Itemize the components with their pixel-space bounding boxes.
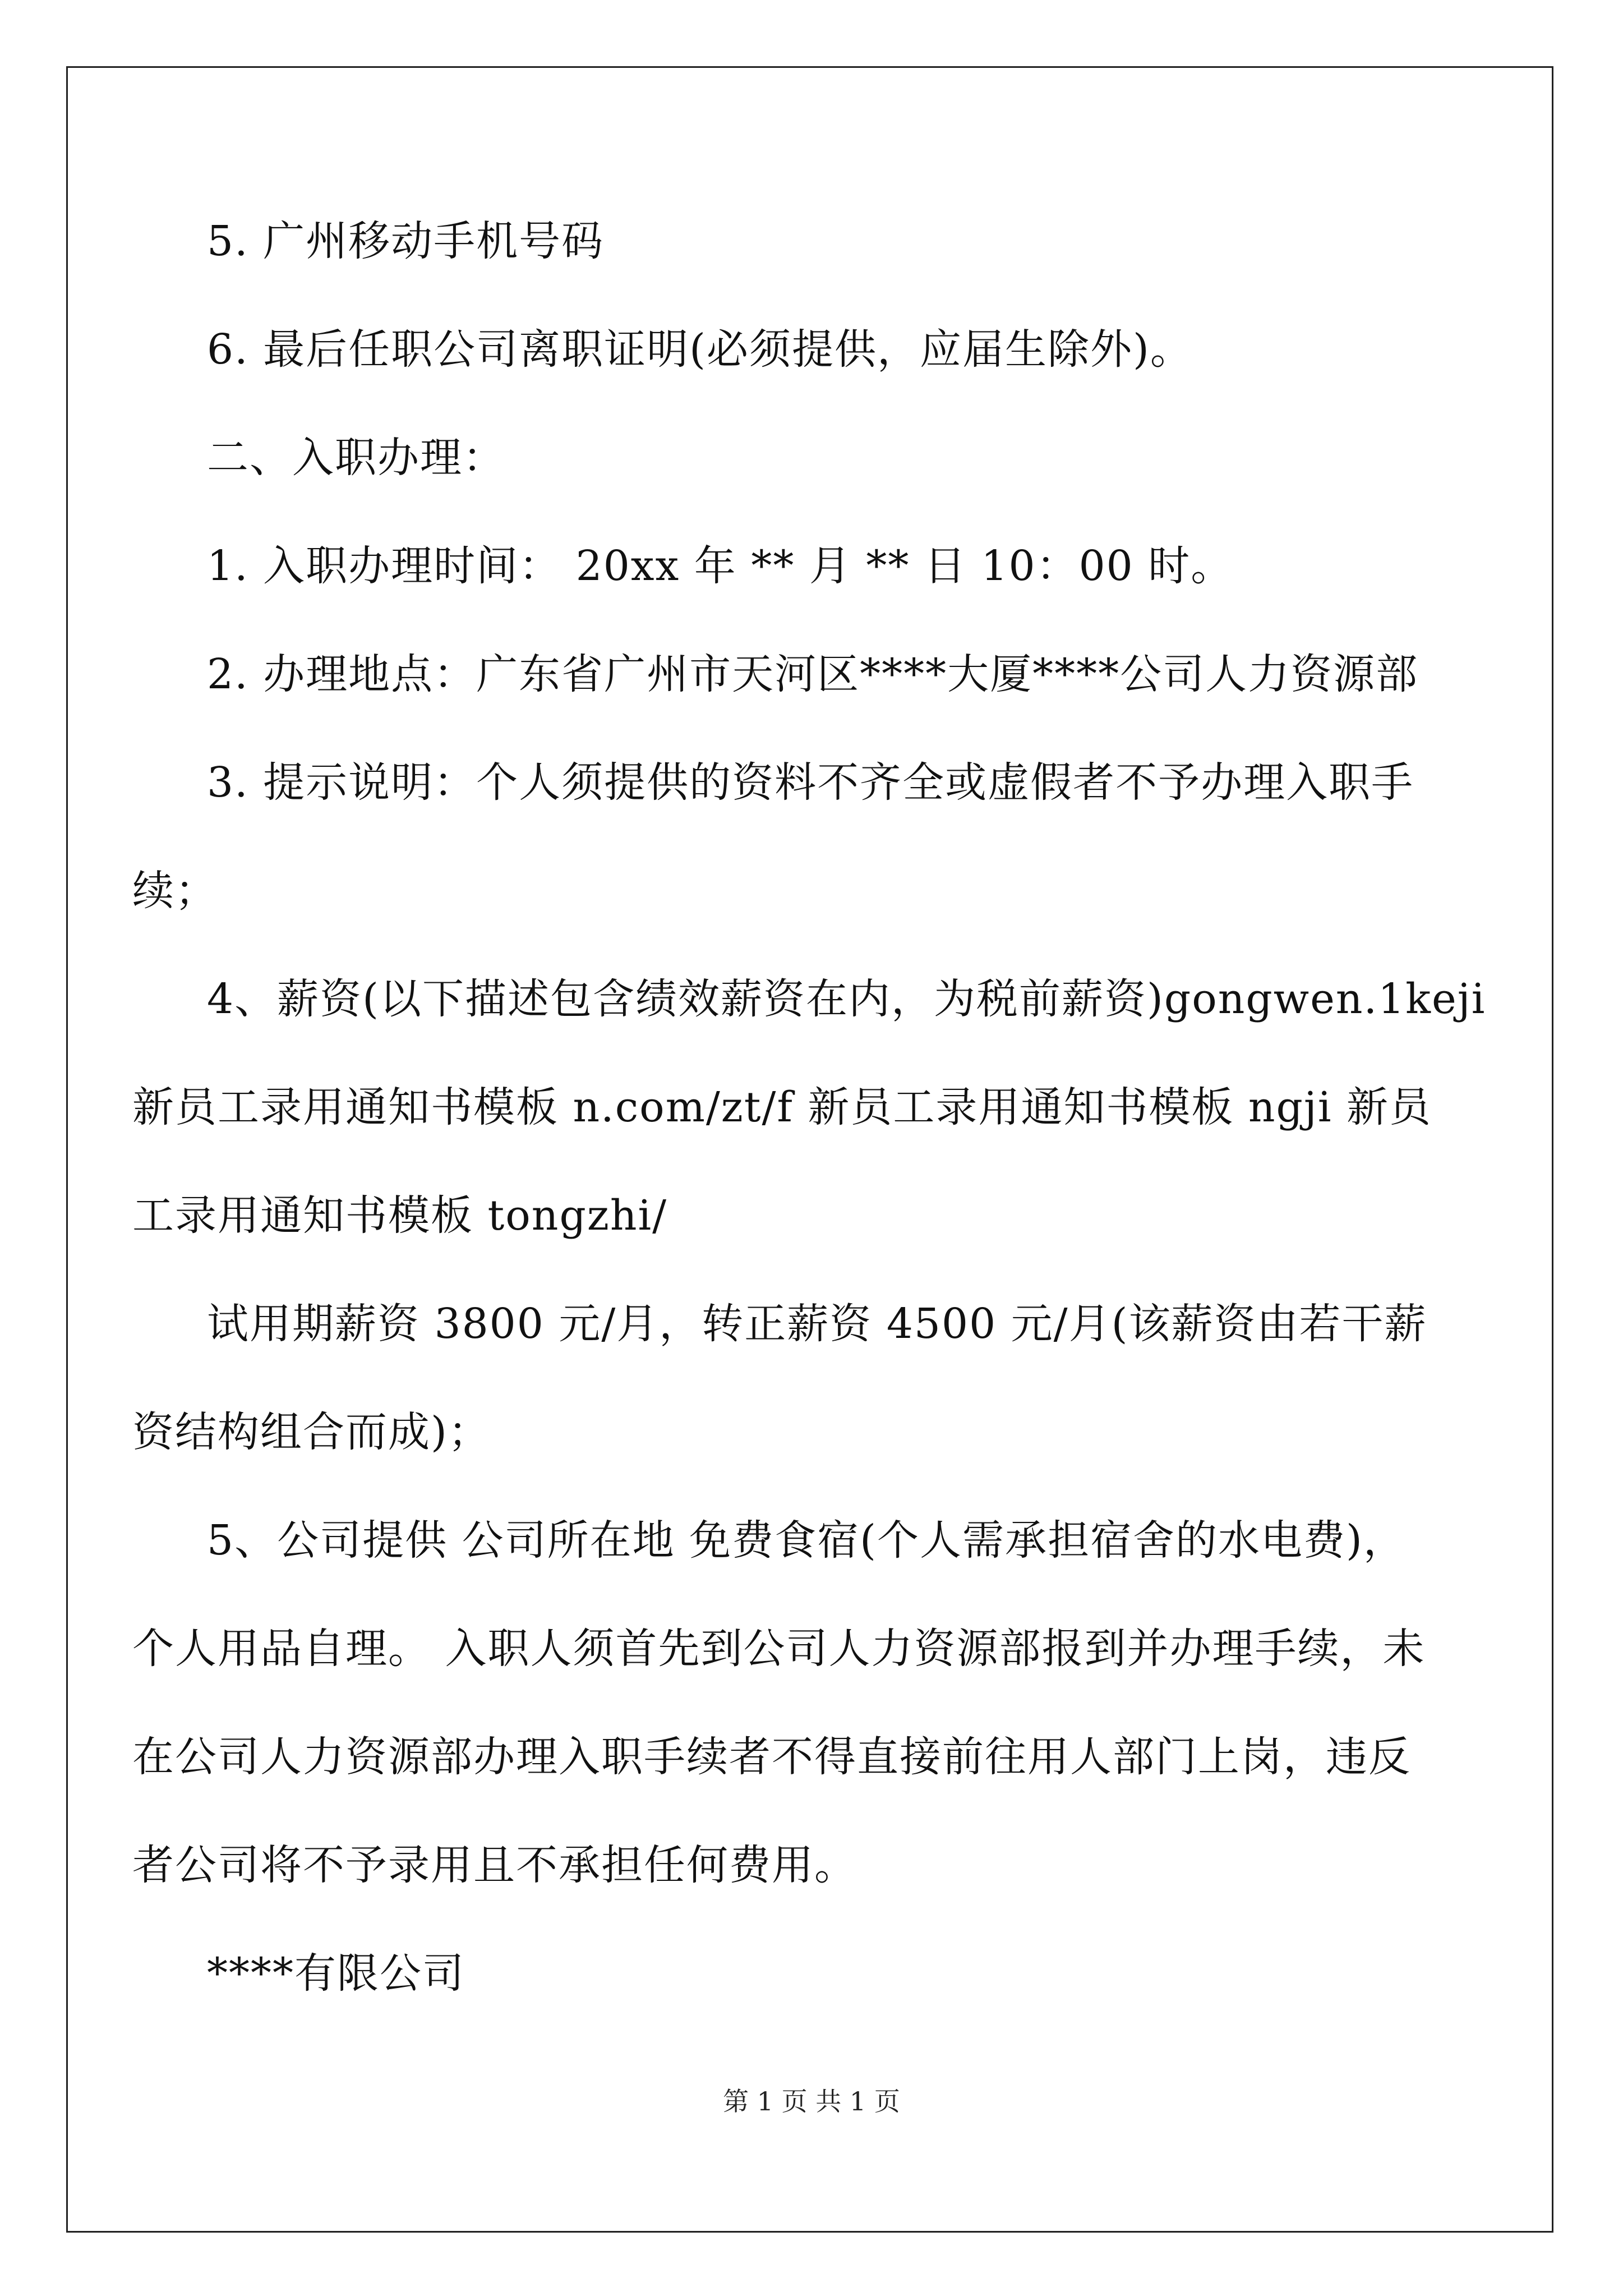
- text-line: 者公司将不予录用且不承担任何费用。: [132, 1841, 857, 1889]
- list-item-resignation-proof: 6. 最后任职公司离职证明(必须提供，应届生除外)。: [207, 325, 1193, 374]
- company-signature: ****有限公司: [207, 1949, 465, 1998]
- text-line: 在公司人力资源部办理入职手续者不得直接前往用人部门上岗，违反: [132, 1733, 1411, 1781]
- list-item-salary: 4、薪资(以下描述包含绩效薪资在内，为税前薪资)gongwen.1keji: [207, 975, 1486, 1023]
- text-line: 资结构组合而成)；: [132, 1408, 491, 1456]
- text-line: 续；: [132, 867, 218, 915]
- text-line: 工录用通知书模板 tongzhi/: [132, 1191, 668, 1240]
- text-line: 新员工录用通知书模板 n.com/zt/f 新员工录用通知书模板 ngji 新员: [132, 1083, 1432, 1131]
- list-item-accommodation: 5、公司提供 公司所在地 免费食宿(个人需承担宿舍的水电费)，: [207, 1516, 1406, 1565]
- list-item-mobile-number: 5. 广州移动手机号码: [207, 217, 605, 265]
- list-item-notice: 3. 提示说明：个人须提供的资料不齐全或虚假者不予办理入职手: [207, 758, 1414, 807]
- section-heading-onboarding: 二、入职办理：: [207, 434, 505, 482]
- list-item-onboarding-time: 1. 入职办理时间： 20xx 年 ** 月 ** 日 10：00 时。: [207, 542, 1234, 590]
- list-item-onboarding-location: 2. 办理地点：广东省广州市天河区****大厦****公司人力资源部: [207, 650, 1419, 698]
- text-line: 个人用品自理。 入职人须首先到公司人力资源部报到并办理手续，未: [132, 1625, 1426, 1673]
- salary-details: 试用期薪资 3800 元/月，转正薪资 4500 元/月(该薪资由若干薪: [207, 1300, 1427, 1348]
- page-border: [66, 66, 1553, 2233]
- page-number-footer: 第 1 页 共 1 页: [723, 2086, 900, 2116]
